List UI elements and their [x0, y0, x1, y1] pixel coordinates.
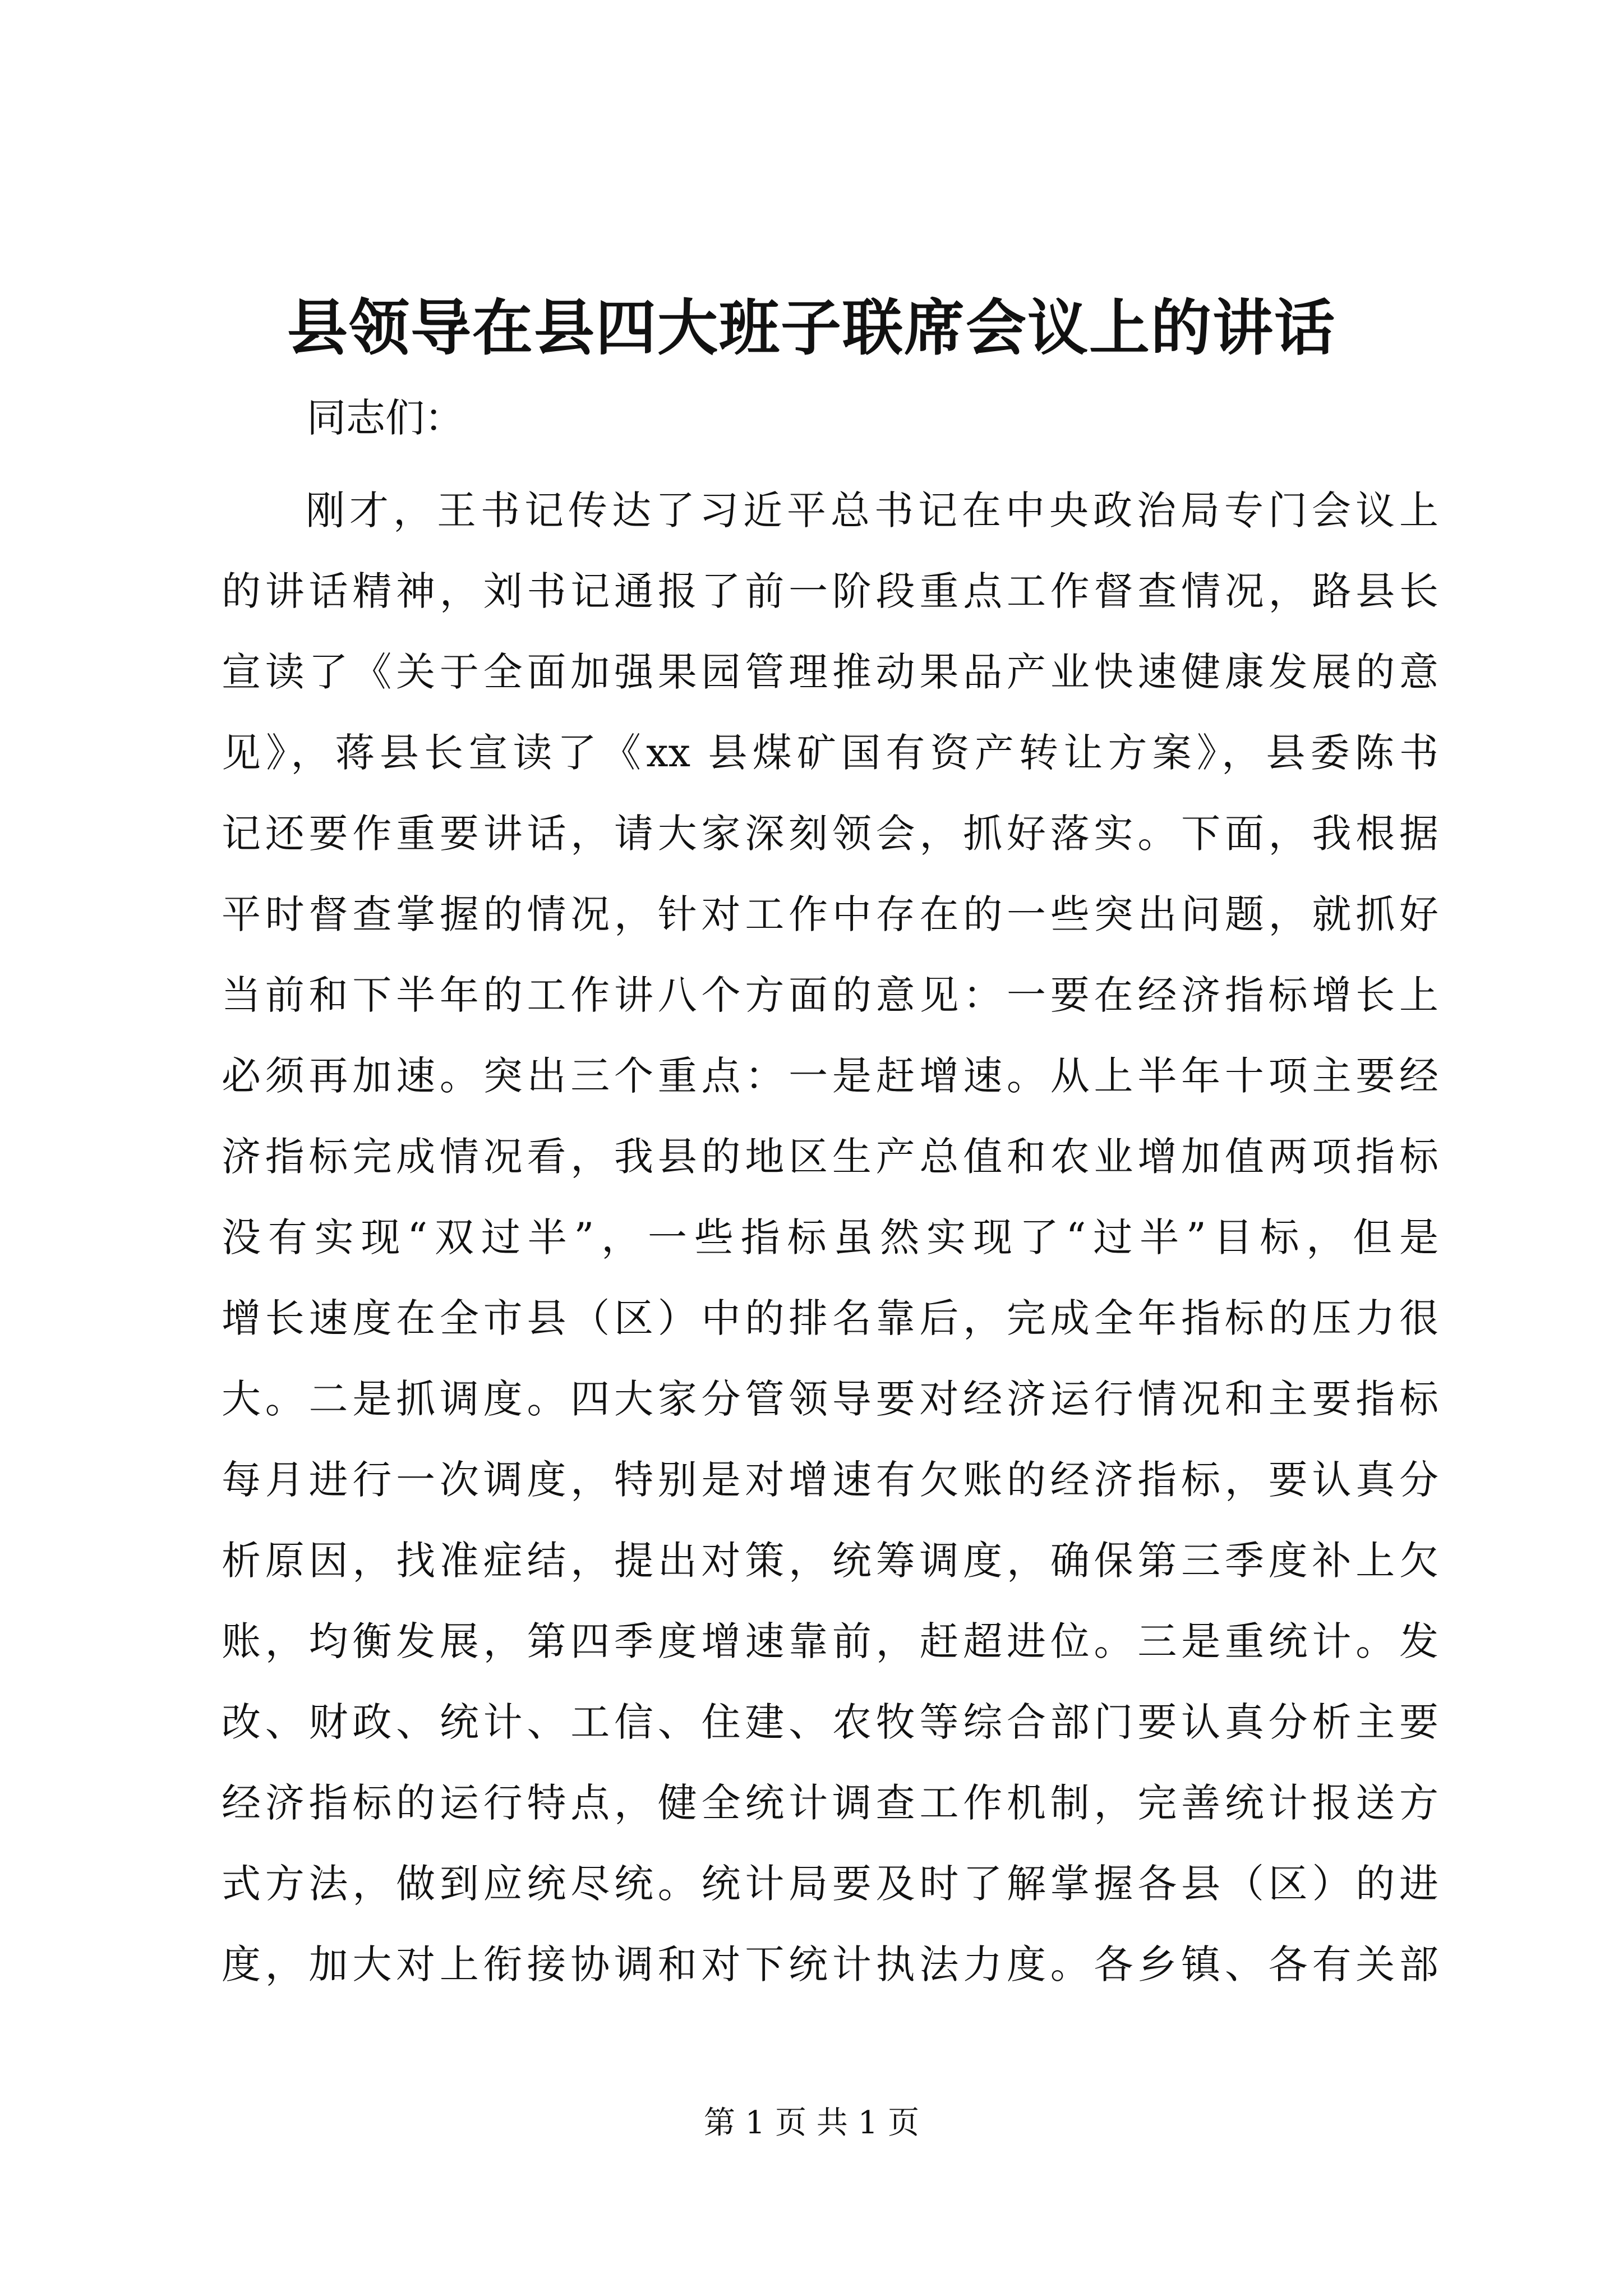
body-line: 经济指标的运行特点，健全统计调查工作机制，完善统计报送方 [222, 1780, 1438, 1826]
body-line: 增长速度在全市县（区）中的排名靠后，完成全年指标的压力很 [222, 1295, 1438, 1341]
body-line: 度，加大对上衔接协调和对下统计执法力度。各乡镇、各有关部 [222, 1941, 1438, 1987]
body-line: 平时督查掌握的情况，针对工作中存在的一些突出问题，就抓好 [222, 891, 1438, 937]
body-line: 析原因，找准症结，提出对策，统筹调度，确保第三季度补上欠 [222, 1538, 1438, 1584]
body-line: 大。二是抓调度。四大家分管领导要对经济运行情况和主要指标 [222, 1376, 1438, 1422]
body-line: 每月进行一次调度，特别是对增速有欠账的经济指标，要认真分 [222, 1457, 1438, 1503]
salutation: 同志们： [307, 395, 464, 441]
body-line: 改、财政、统计、工信、住建、农牧等综合部门要认真分析主要 [222, 1699, 1438, 1745]
page-footer: 第 1 页 共 1 页 [703, 2105, 920, 2141]
body-line: 济指标完成情况看，我县的地区生产总值和农业增加值两项指标 [222, 1134, 1438, 1180]
body-line: 记还要作重要讲话，请大家深刻领会，抓好落实。下面，我根据 [222, 811, 1438, 857]
body-paragraph [222, 470, 1438, 2005]
body-line: 当前和下半年的工作讲八个方面的意见：一要在经济指标增长上 [222, 972, 1438, 1018]
body-line: 宣读了《关于全面加强果园管理推动果品产业快速健康发展的意 [222, 649, 1438, 695]
document-title: 县领导在县四大班子联席会议上的讲话 [287, 293, 1336, 364]
body-line: 的讲话精神，刘书记通报了前一阶段重点工作督查情况，路县长 [222, 568, 1438, 614]
body-line: 见》，蒋县长宣读了《xx 县煤矿国有资产转让方案》，县委陈书 [222, 730, 1438, 776]
body-line: 账，均衡发展，第四季度增速靠前，赶超进位。三是重统计。发 [222, 1618, 1438, 1664]
body-line: 没有实现“双过半”，一些指标虽然实现了“过半”目标，但是 [222, 1214, 1438, 1260]
body-line: 式方法，做到应统尽统。统计局要及时了解掌握各县（区）的进 [222, 1861, 1438, 1907]
body-line: 必须再加速。突出三个重点：一是赶增速。从上半年十项主要经 [222, 1053, 1438, 1099]
body-line: 刚才，王书记传达了习近平总书记在中央政治局专门会议上 [306, 487, 1438, 533]
